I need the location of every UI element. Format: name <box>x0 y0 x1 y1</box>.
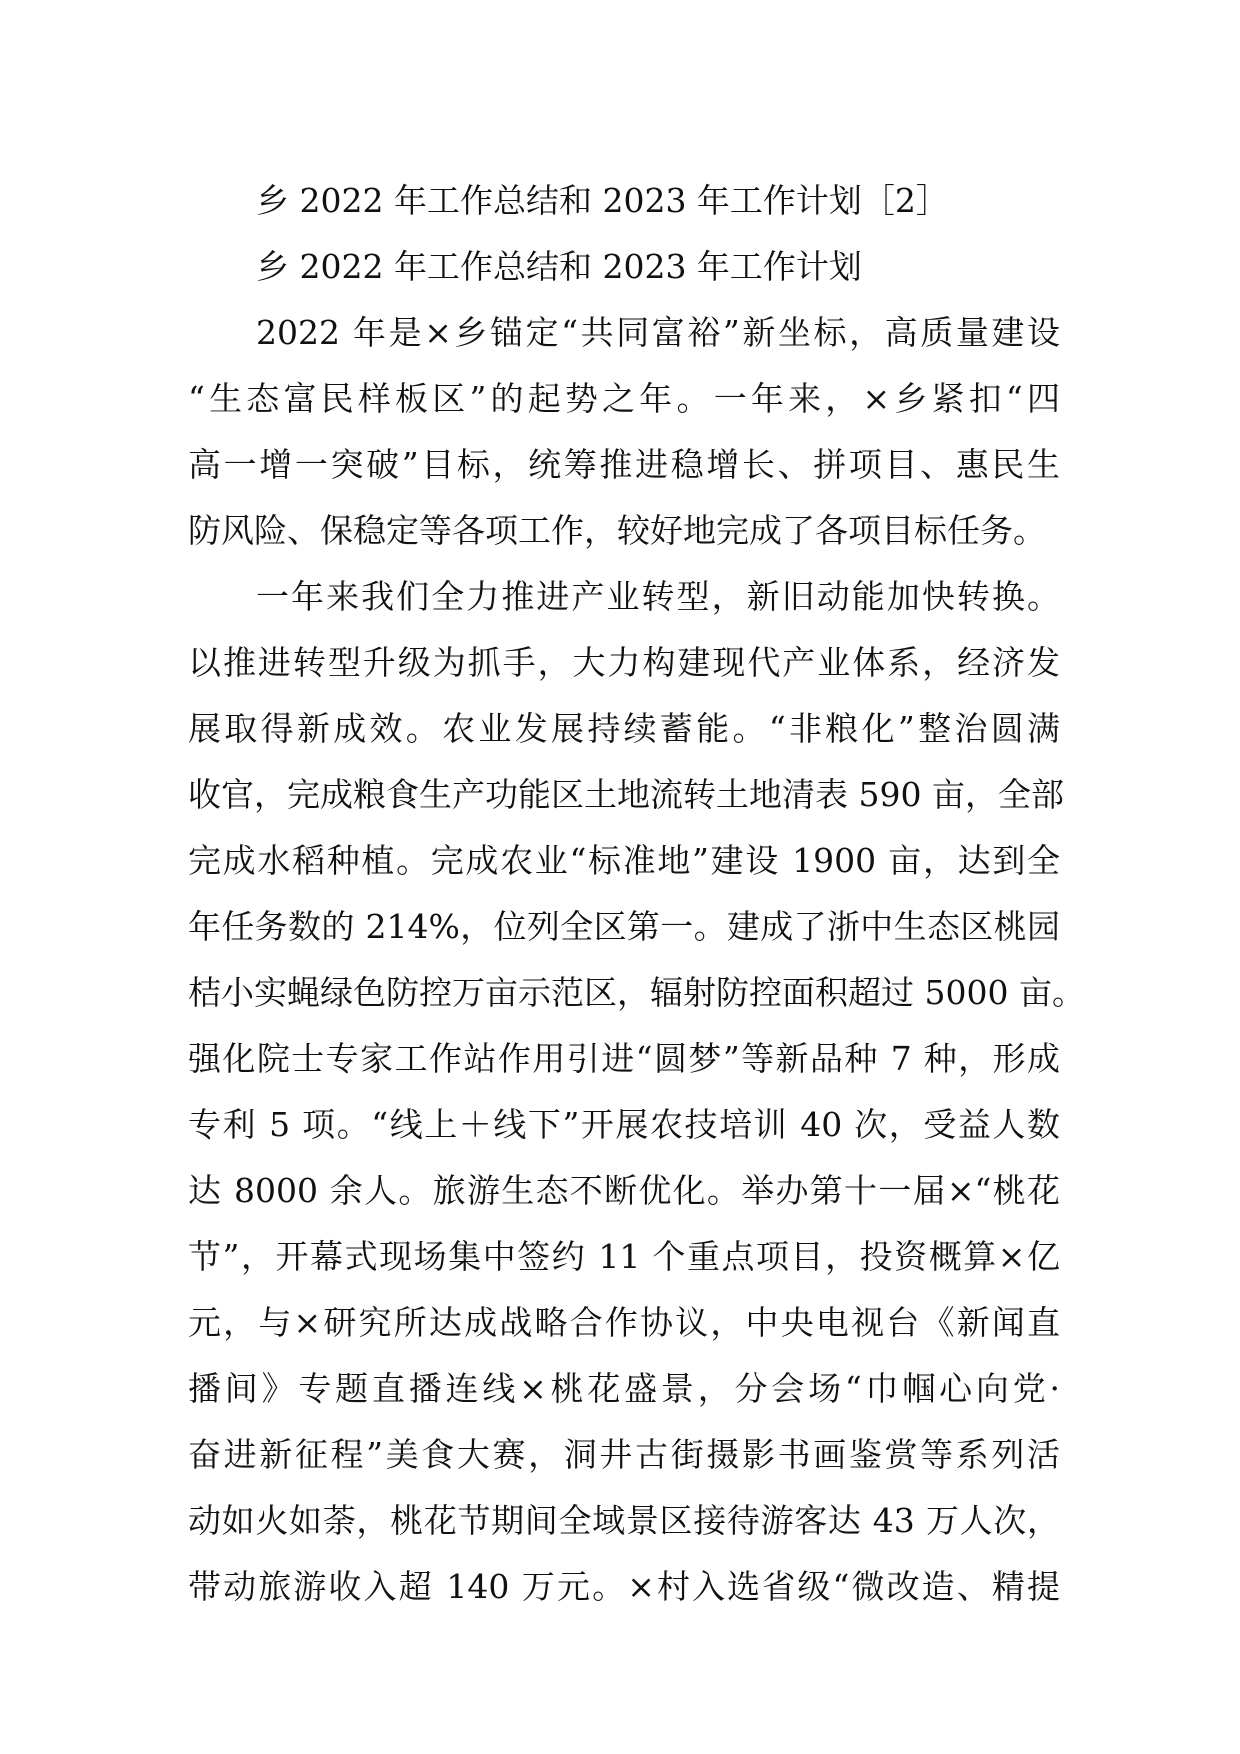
text-line: 强化院士专家工作站作用引进“圆梦”等新品种 7 种，形成 <box>188 1039 1060 1078</box>
text-line: 动如火如荼，桃花节期间全域景区接待游客达 43 万人次， <box>188 1501 1060 1540</box>
text-line: 高一增一突破”目标，统筹推进稳增长、拼项目、惠民生 <box>188 445 1060 484</box>
text-line: 达 8000 余人。旅游生态不断优化。举办第十一届×“桃花 <box>188 1171 1060 1210</box>
document-subtitle: 乡 2022 年工作总结和 2023 年工作计划 <box>256 247 862 286</box>
text-line: 完成水稻种植。完成农业“标准地”建设 1900 亩，达到全 <box>188 841 1061 880</box>
document-title: 乡 2022 年工作总结和 2023 年工作计划［2］ <box>256 181 949 220</box>
text-line: 奋进新征程”美食大赛，洞井古街摄影书画鉴赏等系列活 <box>188 1435 1060 1474</box>
text-line: 元，与×研究所达成战略合作协议，中央电视台《新闻直 <box>188 1303 1060 1342</box>
text-line: 防风险、保稳定等各项工作，较好地完成了各项目标任务。 <box>188 511 1046 550</box>
text-line: 展取得新成效。农业发展持续蓄能。“非粮化”整治圆满 <box>188 709 1060 748</box>
text-line: 专利 5 项。“线上＋线下”开展农技培训 40 次，受益人数 <box>188 1105 1060 1144</box>
text-line: 2022 年是×乡锚定“共同富裕”新坐标，高质量建设 <box>256 313 1060 352</box>
text-line: “生态富民样板区”的起势之年。一年来，×乡紧扣“四 <box>188 379 1060 418</box>
text-line: 年任务数的 214%，位列全区第一。建成了浙中生态区桃园 <box>188 907 1060 946</box>
text-line: 以推进转型升级为抓手，大力构建现代产业体系，经济发 <box>188 643 1060 682</box>
text-line: 节”，开幕式现场集中签约 11 个重点项目，投资概算×亿 <box>188 1237 1060 1276</box>
text-line: 一年来我们全力推进产业转型，新旧动能加快转换。 <box>256 577 1060 616</box>
text-line: 播间》专题直播连线×桃花盛景，分会场“巾帼心向党· <box>188 1369 1060 1408</box>
paragraph-intro <box>188 300 1060 564</box>
document-body <box>188 168 1085 1620</box>
text-line: 带动旅游收入超 140 万元。×村入选省级“微改造、精提 <box>188 1567 1060 1606</box>
paragraph-industry <box>188 564 1085 1620</box>
text-line: 收官，完成粮食生产功能区土地流转土地清表 590 亩，全部 <box>188 775 1064 814</box>
text-line: 桔小实蝇绿色防控万亩示范区，辐射防控面积超过 5000 亩。 <box>188 973 1085 1012</box>
